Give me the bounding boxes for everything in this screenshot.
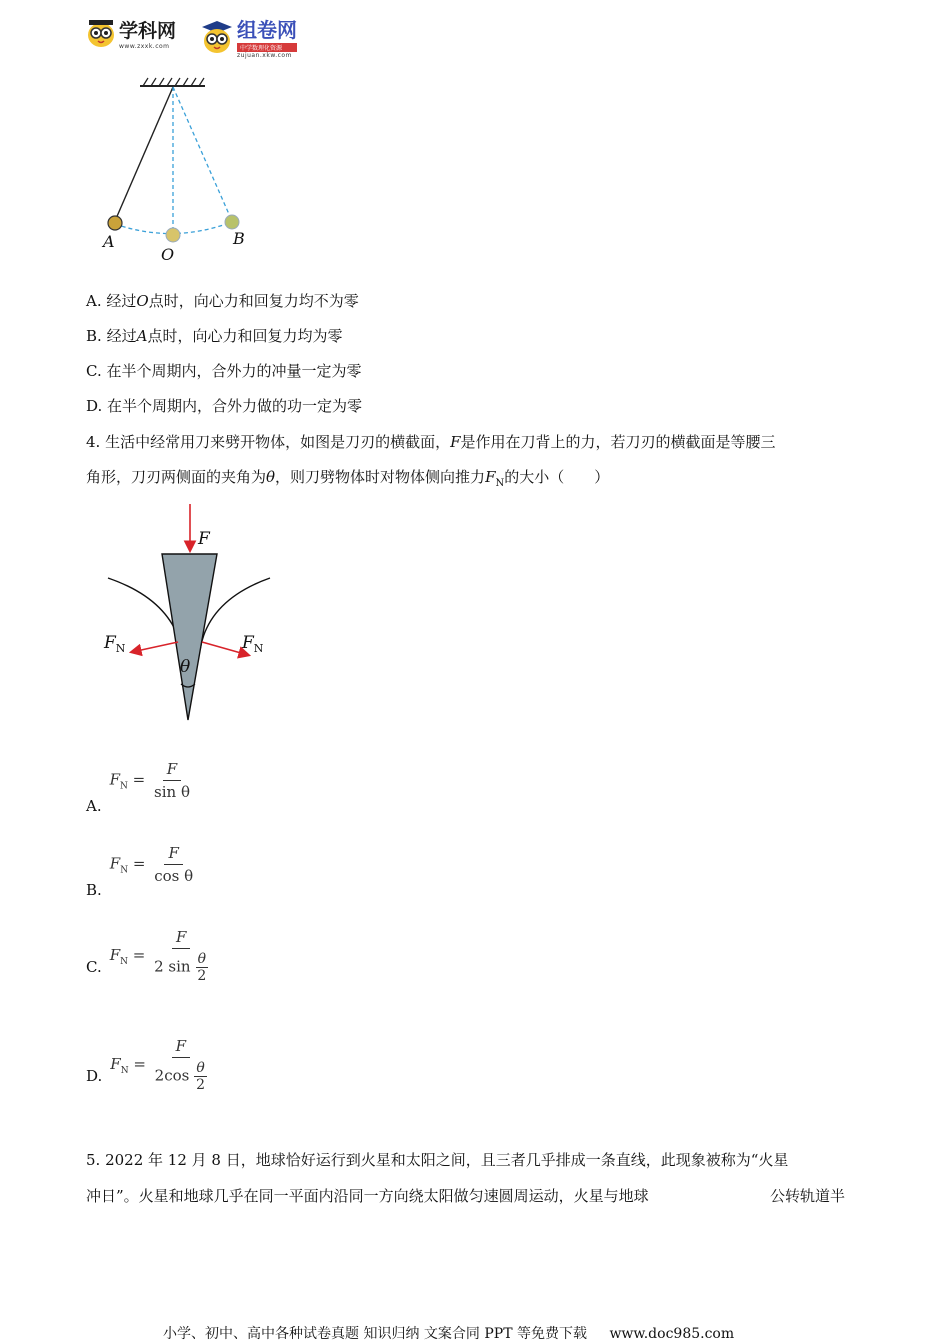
knife-figure (100, 500, 280, 725)
q4-option-c: C. $F_N$ = F 2 sin $\frac{\theta}{2}$ (86, 928, 207, 984)
footer-url[interactable]: www.doc985.com (609, 1326, 735, 1342)
header-logo-zujuan (200, 14, 297, 59)
q3-option-b: B. 经过A点时，向心力和回复力均为零 (86, 327, 343, 345)
owl-graduate-icon (200, 19, 234, 55)
page-footer (163, 1323, 734, 1343)
header-logo-xkw (86, 16, 176, 50)
pendulum-label-b: B (233, 229, 245, 248)
knife-label-fn-left: $F_N$ (104, 633, 126, 655)
q4-option-b: B. $F_N$ = $\frac{F}{\text{cos θ}}$ (86, 844, 194, 899)
q4-option-d: D. $F_N$ = F 2cos $\frac{\theta}{2}$ (86, 1037, 206, 1093)
knife-label-f: F (198, 529, 210, 549)
q4-stem-line2: 角形，刀刃两侧面的夹角为θ，则刀劈物体时对物体侧向推力$F_N$的大小（ ） (86, 468, 610, 489)
logo-xkw-url: www.zxxk.com (119, 43, 170, 50)
q4-option-a: A. $F_N$ = $\frac{F}{\text{sin θ}}$ (86, 760, 190, 815)
q3-option-c: C. 在半个周期内，合外力的冲量一定为零 (86, 362, 362, 380)
pendulum-label-o: O (161, 245, 175, 264)
logo-zujuan-url: zujuan.xkw.com (237, 52, 292, 59)
owl-mascot-icon (86, 17, 116, 49)
q3-option-a: A. 经过O点时，向心力和回复力均不为零 (86, 292, 359, 310)
logo-xkw-text: 学科网 (119, 20, 177, 42)
q4-stem-line1: 4. 生活中经常用刀来劈开物体，如图是刀刃的横截面，F是作用在刀背上的力，若刀刃的横截面是等腰三 (86, 433, 776, 451)
knife-label-fn-right: $F_N$ (242, 633, 264, 655)
pendulum-figure (95, 76, 265, 266)
q5-stem-line2-end: 公转轨道半 (770, 1187, 846, 1205)
footer-text: 小学、初中、高中各种试卷真题 知识归纳 文案合同 PPT 等免费下载 (163, 1326, 587, 1342)
q3-option-d: D. 在半个周期内，合外力做的功一定为零 (86, 397, 363, 415)
logo-zujuan-badge: 中学数理化资源 (237, 43, 297, 52)
knife-label-theta: θ (180, 657, 191, 677)
pendulum-label-a: A (103, 232, 115, 251)
q5-stem-line1: 5. 2022 年 12 月 8 日，地球恰好运行到火星和太阳之间，且三者几乎排成一条直线，此现象被称为“火星 (86, 1151, 789, 1169)
q5-stem-line2: 冲日”。火星和地球几乎在同一平面内沿同一方向绕太阳做匀速圆周运动，火星与地球 (86, 1187, 649, 1205)
logo-zujuan-text: 组卷网 (237, 18, 297, 42)
